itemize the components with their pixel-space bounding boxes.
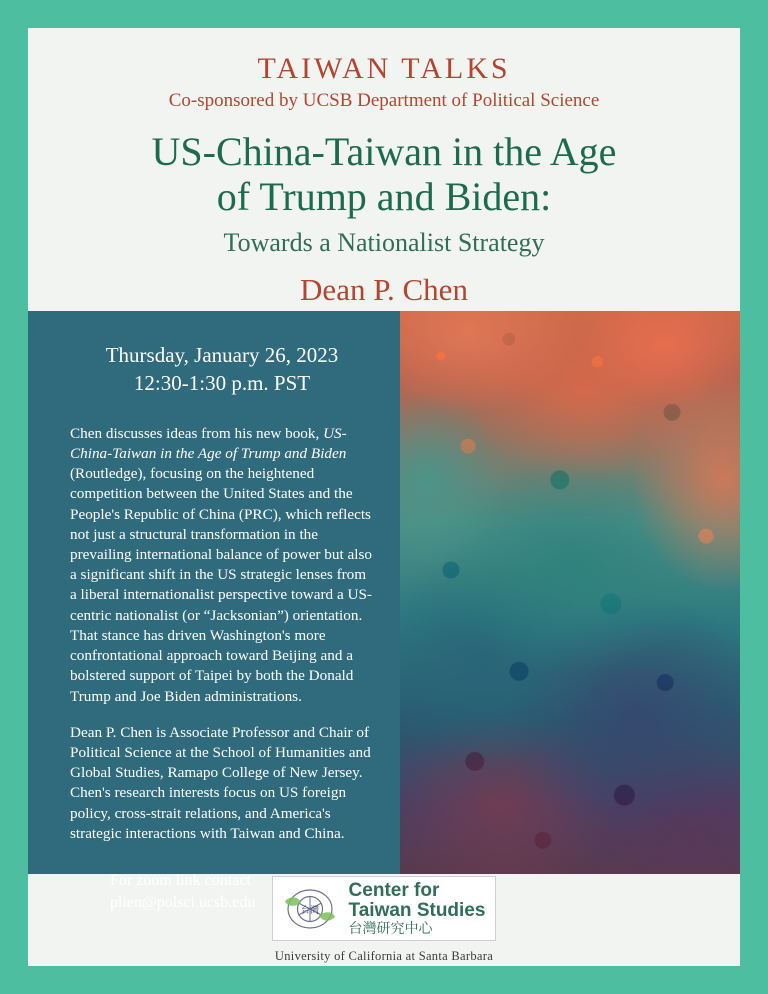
logo-zh-line: 台灣研究中心 <box>348 920 433 937</box>
cosponsor-line: Co-sponsored by UCSB Department of Political Science <box>168 90 600 111</box>
zoom-contact-label: For zoom link contact <box>110 872 251 890</box>
book-title: US-China-Taiwan in the Age of Trump and Biden <box>70 424 347 462</box>
talk-title-line-1: US-China-Taiwan in the Age <box>151 129 617 174</box>
talk-title-line-2: of Trump and Biden: <box>216 173 552 219</box>
emblem-zh-label: 台灣 <box>300 904 319 915</box>
poster-header <box>28 28 740 311</box>
logo-en-line-2: Taiwan Studies <box>348 900 486 922</box>
abstract-paragraph <box>70 424 374 707</box>
event-time: 12:30-1:30 p.m. PST <box>133 371 311 396</box>
series-title: TAIWAN TALKS <box>257 52 511 85</box>
talk-title <box>58 130 710 220</box>
event-date: Thursday, January 26, 2023 <box>105 343 339 367</box>
university-line: University of California at Santa Barbara <box>274 948 494 963</box>
poster <box>28 28 740 966</box>
speaker-name: Dean P. Chen <box>300 271 468 307</box>
center-for-taiwan-studies-logo <box>272 876 497 941</box>
taiwan-studies-emblem-icon <box>279 883 341 935</box>
event-datetime <box>70 341 374 398</box>
artwork-texture-overlay <box>400 311 740 874</box>
abstract-intro: Chen discusses ideas from his new book, <box>70 424 324 442</box>
logo-text <box>349 881 486 936</box>
zoom-contact-email[interactable]: plien@polsci.ucsb.edu <box>110 893 256 911</box>
abstract-rest: (Routledge), focusing on the heightened competition between the United States and the People's Republic of China (PRC), which reflects not just a structural transformation in the prevailing international balance of power but also a significant shift in the US strategic lenses from a liberal internationalist perspective toward a US-centric nationalist (or “Jacksonian”) orientation. That stance has driven Washington's more confrontational approach toward Beijing and a bolstered support of Taipei by both the Donald Trump and Joe Biden administrations. <box>70 465 372 705</box>
logo-en-line-1: Center for <box>348 880 440 902</box>
speaker-bio: Dean P. Chen is Associate Professor and Chair of Political Science at the School of Humanities and Global Studies, Ramapo College of New Jersey. Chen's research interests focus on US foreign policy, cross-strait relations, and America's strategic interactions with Taiwan and China. <box>70 723 371 842</box>
talk-subtitle: Towards a Nationalist Strategy <box>223 227 545 257</box>
artwork-panel <box>400 311 740 874</box>
